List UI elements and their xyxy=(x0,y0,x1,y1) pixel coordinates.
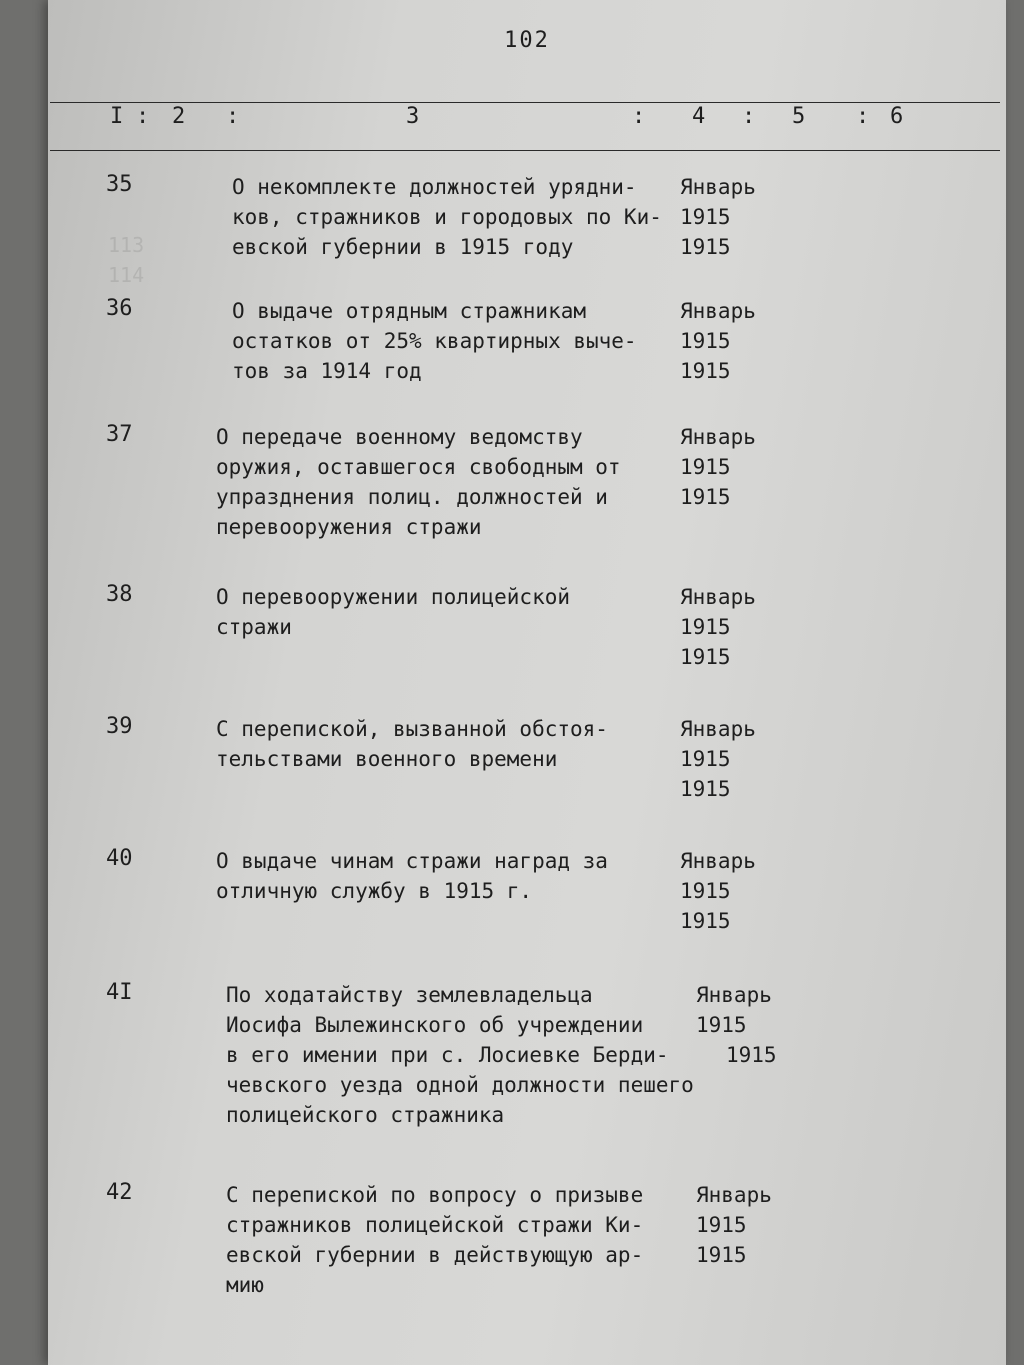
entry-number: 35 xyxy=(106,172,133,197)
entry-title: По ходатайству землевладельца Иосифа Вылежинского об учреждении в его имении при с. Лосиевке Берди- чевского уезда одной должности пешего полицейского стражника xyxy=(226,983,694,1127)
entry-number: 40 xyxy=(106,846,133,871)
column-6-header: 6 xyxy=(890,104,904,129)
entry-number: 4I xyxy=(106,980,133,1005)
entry-number: 39 xyxy=(106,714,133,739)
entry-number: 42 xyxy=(106,1180,133,1205)
entry-title: О перевооружении полицейской стражи xyxy=(216,585,571,639)
column-2-header: 2 xyxy=(172,104,186,129)
column-3-header: 3 xyxy=(406,104,420,129)
header-top-rule xyxy=(50,102,1000,103)
document-page xyxy=(48,0,1006,1365)
entry-dates: Январь 1915 1915 xyxy=(696,983,777,1067)
entry-number: 37 xyxy=(106,422,133,447)
entry-title: О выдаче отрядным стражникам остатков от 25% квартирных выче- тов за 1914 год xyxy=(232,299,637,383)
column-separator: : xyxy=(742,104,756,129)
column-separator: : xyxy=(856,104,870,129)
entry-dates: Январь 1915 1915 xyxy=(680,175,756,259)
column-1-header: I xyxy=(110,104,124,129)
header-bottom-rule xyxy=(50,150,1000,151)
entry-title: С перепиской, вызванной обстоя- тельствами военного времени xyxy=(216,717,608,771)
entry-title: С перепиской по вопросу о призыве стражников полицейской стражи Ки- евской губернии в действующую ар- мию xyxy=(226,1183,644,1297)
entry-dates: Январь 1915 1915 xyxy=(680,299,756,383)
entry-dates: Январь 1915 1915 xyxy=(680,717,756,801)
column-separator: : xyxy=(632,104,646,129)
entry-dates: Январь 1915 1915 xyxy=(696,1183,772,1267)
column-4-header: 4 xyxy=(692,104,706,129)
page-number: 102 xyxy=(504,28,550,53)
entry-dates: Январь 1915 1915 xyxy=(680,585,756,669)
column-separator: : xyxy=(226,104,240,129)
entry-title: О передаче военному ведомству оружия, оставшегося свободным от упразднения полиц. должностей и перевооружения стражи xyxy=(216,425,621,539)
entry-number: 36 xyxy=(106,296,133,321)
entry-number: 38 xyxy=(106,582,133,607)
entry-dates: Январь 1915 1915 xyxy=(680,425,756,509)
entry-title: О выдаче чинам стражи наград за отличную службу в 1915 г. xyxy=(216,849,608,903)
entry-title: О некомплекте должностей урядни- ков, стражников и городовых по Ки- евской губернии в 1915 году xyxy=(232,175,662,259)
bleed-through-texture: 113 114 xyxy=(108,233,145,287)
column-separator: : xyxy=(136,104,150,129)
column-5-header: 5 xyxy=(792,104,806,129)
entry-dates: Январь 1915 1915 xyxy=(680,849,756,933)
